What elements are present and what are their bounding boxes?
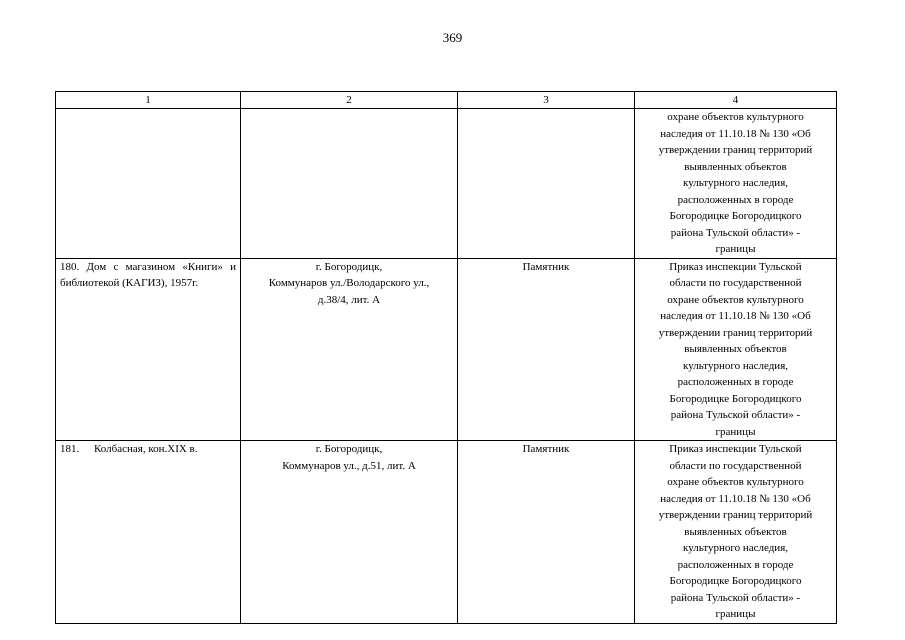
category: Памятник [522,443,570,455]
table-row [56,109,837,259]
address-cell [241,258,458,441]
object-number: 181. [60,443,80,455]
object-name-cell [56,441,241,624]
address: г. Богородицк, Коммунаров ул./Володарского ул., д.38/4, лит. А [268,260,430,306]
document-text: Приказ инспекции Тульской области по государственной охране объектов культурного наследия от 11.10.18 № 130 «Об утверждении границ территорий выявленных объектов культурного наследия, расположенных в городе Богородицке Богородицкого района Тульской области» - границы [658,443,813,620]
document-cell [635,258,837,441]
category-cell [458,441,635,624]
document-text: Приказ инспекции Тульской области по государственной охране объектов культурного наследия от 11.10.18 № 130 «Об утверждении границ территорий выявленных объектов культурного наследия, расположенных в городе Богородицке Богородицкого района Тульской области» - границы [658,260,813,438]
address-cell [241,441,458,624]
category-cell [458,258,635,441]
column-header-2: 2 [241,92,458,109]
column-header-4: 4 [635,92,837,109]
address-cell [241,109,458,259]
document-text: охране объектов культурного наследия от 11.10.18 № 130 «Об утверждении границ территорий выявленных объектов культурного наследия, расположенных в городе Богородицке Богородицкого района Тульской области» - границы [658,111,813,255]
category: Памятник [522,260,570,273]
column-header-3: 3 [458,92,635,109]
page-number: 369 [442,30,463,45]
column-header-1: 1 [56,92,241,109]
object-name-cell [56,258,241,441]
category-cell [458,109,635,259]
address: г. Богородицк, Коммунаров ул., д.51, лит. А [282,443,416,472]
document-cell [635,109,837,259]
object-name-cell [56,109,241,259]
object-name: 180. Дом с магазином «Книги» и библиотекой (КАГИЗ), 1957г. [60,260,236,289]
object-name: Колбасная, кон.XIX в. [94,443,198,455]
document-cell [635,441,837,624]
table-row [56,258,837,441]
table-header-row [56,92,837,109]
heritage-registry-table [55,91,837,624]
table-row [56,441,837,624]
